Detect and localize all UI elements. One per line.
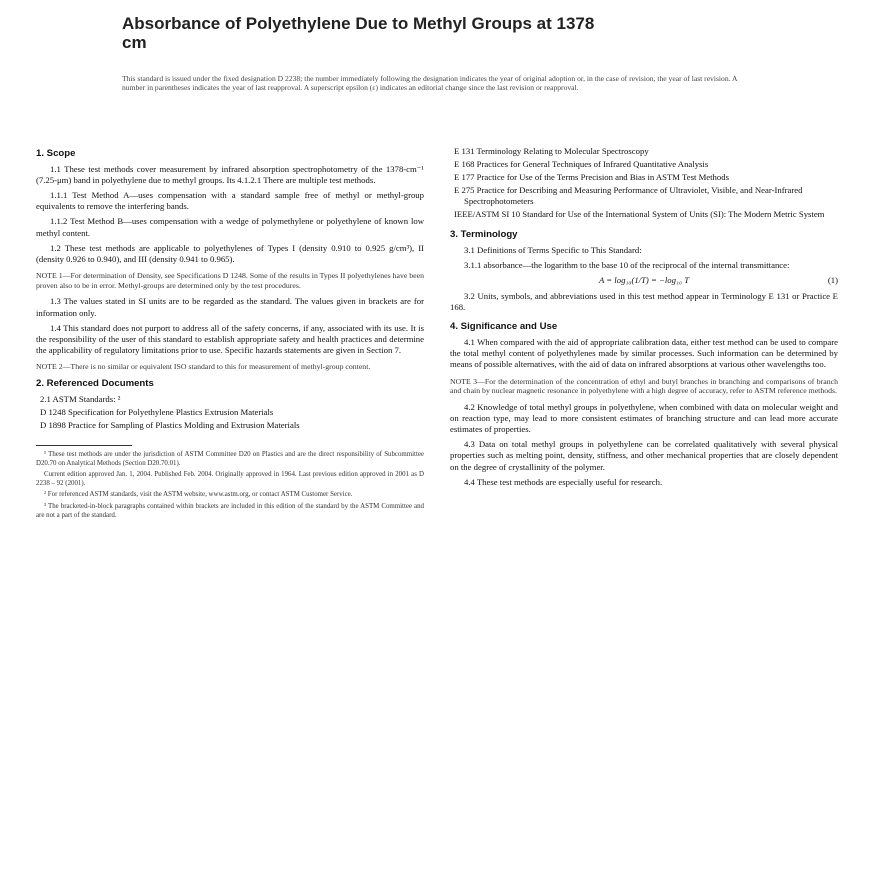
note: NOTE 2—There is no similar or equivalent ISO standard to this for measurement of methyl-group content. [36, 361, 371, 371]
section-heading-scope: 1. Scope [36, 148, 76, 159]
footnote: Current edition approved Jan. 1, 2004. Published Feb. 2004. Originally approved in 1964. Last previous edition approved in 2001 as D 2238 – 92 (2001). [36, 471, 424, 487]
paragraph: 3.2 Units, symbols, and abbreviations used in this test method appear in Terminology E 131 or Practice E 168. [450, 290, 838, 313]
note: NOTE 3—For the determination of the concentration of ethyl and butyl branches in branching and comparisons of branch and chain by nuclear magnetic resonance in polyethylene with a high degree of accuracy, refer to ASTM reference methods. [450, 376, 838, 396]
paragraph: 3.1.1 absorbance—the logarithm to the base 10 of the reciprocal of the internal transmittance: [464, 259, 790, 270]
reference-item: D 1248 Specification for Polyethylene Plastics Extrusion Materials [40, 406, 274, 417]
equation-number: (1) [827, 274, 838, 285]
paragraph: 1.2 These test methods are applicable to polyethylenes of Types I (density 0.910 to 0.925 g/cm³), II (density 0.926 to 0.940), and III (density 0.941 to 0.965). [36, 242, 424, 264]
right-column [450, 146, 838, 492]
paragraph: 1.1 These test methods cover measurement by infrared absorption spectrophotometry of the 1378-cm⁻¹ (7.25-μm) band in polyethylene due to methyl groups. Its 4.1.2.1 There are multiple test methods. [36, 164, 424, 186]
footnote-divider [36, 445, 132, 446]
section-heading-terminology: 3. Terminology [450, 228, 518, 240]
title-line-2: Absorbance of Polyethylene Due to Methyl Groups at 1378 [122, 14, 595, 33]
reference-item: 2.1 ASTM Standards: ² [40, 393, 121, 404]
section-heading-referenced-documents: 2. Referenced Documents [36, 377, 154, 389]
equation [450, 275, 838, 286]
reference-item: D 1898 Practice for Sampling of Plastics Molding and Extrusion Materials [40, 419, 300, 430]
document-title [122, 10, 762, 52]
footnote: ³ The bracketed-in-block paragraphs contained within brackets are included in this edition of the standard by the ASTM Committee and are not a part of the standard. [36, 503, 424, 519]
abstract-text: This standard is issued under the fixed designation D 2238; the number immediately following the designation indicates the year of original adoption or, in the case of revision, the year of last revision. A number in parentheses indicates the year of last reapproval. A superscript epsilon (ε) indicates an editorial change since the last revision or reapproval. [122, 74, 738, 93]
paragraph: 1.1.1 Test Method A—uses compensation with a standard sample free of methyl or methyl-group equivalents to remove the interfering bands. [36, 190, 424, 212]
paragraph: 1.1.2 Test Method B—uses compensation with a wedge of polymethylene or polyethylene of known low methyl content. [36, 216, 424, 238]
paragraph: 4.4 These test methods are especially useful for research. [464, 476, 663, 487]
section-heading-significance: 4. Significance and Use [450, 321, 558, 333]
reference-item: IEEE/ASTM SI 10 Standard for Use of the International System of Units (SI): The Modern Metric System [454, 209, 825, 220]
reference-item: E 131 Terminology Relating to Molecular Spectroscopy [454, 146, 649, 156]
paragraph: 4.2 Knowledge of total methyl groups in polyethylene, when combined with data on molecular weight and on reaction type, may lead to more consistent estimates of branching structure and can lead more accurate estimates of properties. [450, 402, 838, 435]
left-column [36, 146, 424, 523]
equation-text: A = log₁₀(1/T) = −log₁₀ T [598, 274, 690, 285]
paragraph: 3.1 Definitions of Terms Specific to This Standard: [464, 244, 642, 255]
reference-item: E 168 Practices for General Techniques of Infrared Quantitative Analysis [454, 159, 709, 170]
title-line-3: cm [122, 33, 147, 52]
paragraph: 4.3 Data on total methyl groups in polyethylene can be correlated qualitatively with several physical properties such as melting point, density, stiffness, and other mechanical properties that are closely dependent on the degree of crystallinity of the polymer. [450, 439, 838, 472]
footnote: ¹ These test methods are under the jurisdiction of ASTM Committee D20 on Plastics and are the direct responsibility of Subcommittee D20.70 on Analytical Methods (Section D20.70.01). [36, 451, 424, 467]
paragraph: 1.4 This standard does not purport to address all of the safety concerns, if any, associated with its use. It is the responsibility of the user of this standard to establish appropriate safety and health practices and determine the applicability of regulatory limitations prior to use. Specific hazards statements are given in Section 7. [36, 322, 424, 355]
reference-item: E 177 Practice for Use of the Terms Precision and Bias in ASTM Test Methods [454, 172, 729, 183]
note: NOTE 1—For determination of Density, see Specifications D 1248. Some of the results in Types II polyethylenes have been proven also to be in error. Methyl-groups are determined only by the test procedures. [36, 270, 424, 290]
paragraph: 4.1 When compared with the aid of appropriate calibration data, either test method can be used to compare the total methyl content of polyethylenes made by similar processes. Such information can be determined by means of possible alternatives, with the aid of data on infrared absorptions at various other wavelengths too. [450, 337, 838, 370]
paragraph: 1.3 The values stated in SI units are to be regarded as the standard. The values given in brackets are for information only. [36, 296, 424, 318]
reference-item: E 275 Practice for Describing and Measuring Performance of Ultraviolet, Visible, and Near-Infrared Spectrophotometers [454, 185, 803, 207]
footnote: ² For referenced ASTM standards, visit the ASTM website, www.astm.org, or contact ASTM Customer Service. [44, 491, 353, 499]
